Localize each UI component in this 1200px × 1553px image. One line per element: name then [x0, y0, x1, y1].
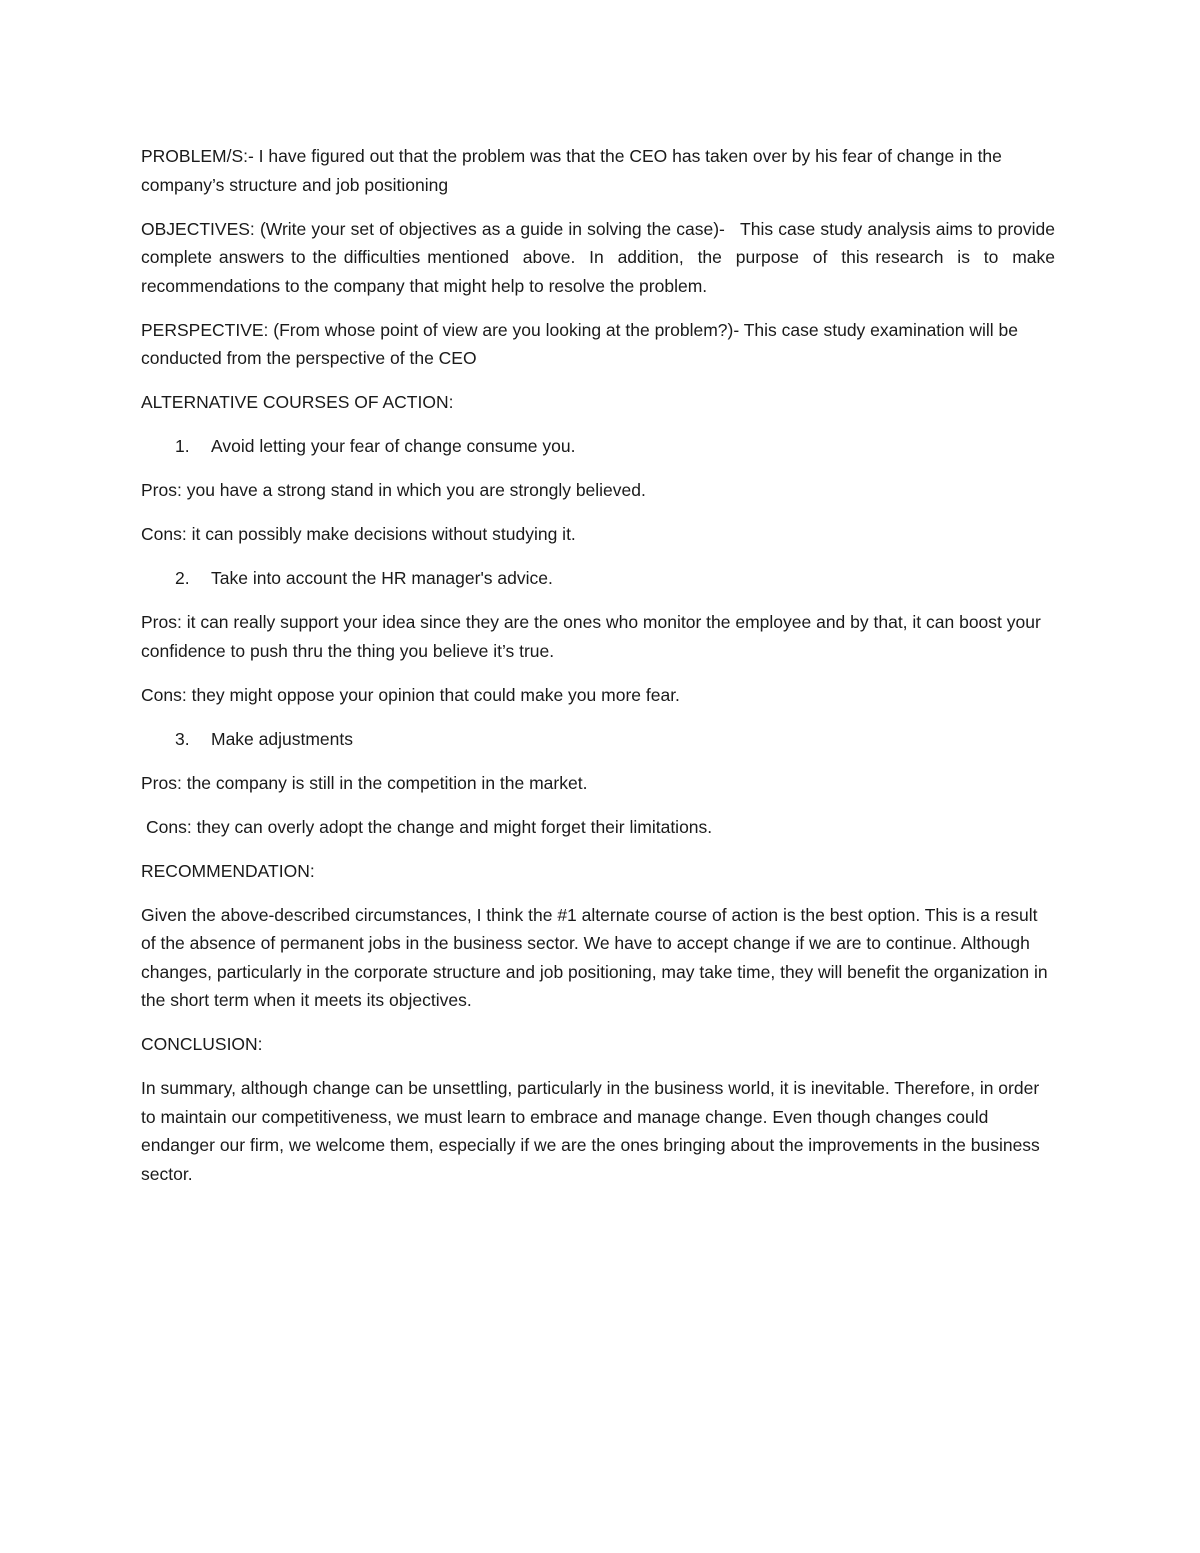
- alternative-pros: Pros: it can really support your idea since they are the ones who monitor the employee and by that, it can boost your confidence to push thru the thing you believe it’s true.: [141, 612, 1041, 661]
- objectives-text: (Write your set of objectives as a guide in solving the case)- This case study analysis aims to provide complete answers to the difficulties mentioned above. In addition, the purpose of this research is to make recommendations to the company that might help to resolve the problem.: [141, 218, 1060, 296]
- conclusion-text: In summary, although change can be unsettling, particularly in the business world, it is inevitable. Therefore, in order to maintain our competitiveness, we must learn to embrace and manage change. Even though changes could endanger our firm, we welcome them, especially if we are the ones bringing about the improvements in the business sector.: [141, 1078, 1040, 1184]
- problem-label: PROBLEM/S:: [141, 146, 248, 166]
- objectives-paragraph: [141, 215, 1060, 301]
- document-page: [141, 142, 1060, 1204]
- perspective-paragraph: [141, 316, 1055, 373]
- alternative-cons: Cons: they can overly adopt the change and might forget their limitations.: [146, 816, 713, 837]
- perspective-text: (From whose point of view are you looking at the problem?)- This case study examination will be conducted from the perspective of the CEO: [141, 319, 1019, 368]
- recommendation-text: Given the above-described circumstances, I think the #1 alternate course of action is the best option. This is a result of the absence of permanent jobs in the business sector. We have to accept change if we are to continue. Although changes, particularly in the corporate structure and job positioning, may take time, they will benefit the organization in the short term when it meets its objectives.: [141, 904, 1048, 1010]
- alternative-item: [141, 432, 1055, 461]
- alternative-item: [141, 564, 1055, 593]
- alternative-title: Avoid letting your fear of change consume you.: [211, 436, 576, 456]
- conclusion-heading: CONCLUSION:: [141, 1034, 263, 1054]
- perspective-label: PERSPECTIVE:: [141, 319, 269, 340]
- alternative-pros: Pros: the company is still in the competition in the market.: [141, 772, 588, 793]
- alternative-number: 3.: [175, 728, 190, 749]
- problem-paragraph: [141, 142, 1055, 199]
- alternative-item: [141, 725, 1055, 754]
- alternative-pros: Pros: you have a strong stand in which you are strongly believed.: [141, 480, 646, 500]
- alternative-cons: Cons: they might oppose your opinion that could make you more fear.: [141, 684, 680, 705]
- alternative-title: Take into account the HR manager's advice.: [211, 568, 553, 588]
- alternative-cons: Cons: it can possibly make decisions without studying it.: [141, 524, 576, 544]
- problem-text: - I have figured out that the problem was that the CEO has taken over by his fear of change in the company’s structure and job positioning: [141, 146, 1002, 195]
- alternatives-heading: ALTERNATIVE COURSES OF ACTION:: [141, 392, 454, 412]
- alternative-number: 2.: [175, 568, 190, 588]
- alternative-number: 1.: [175, 436, 190, 456]
- objectives-label: OBJECTIVES:: [141, 218, 255, 239]
- alternative-title: Make adjustments: [211, 728, 354, 749]
- recommendation-heading: RECOMMENDATION:: [141, 860, 315, 881]
